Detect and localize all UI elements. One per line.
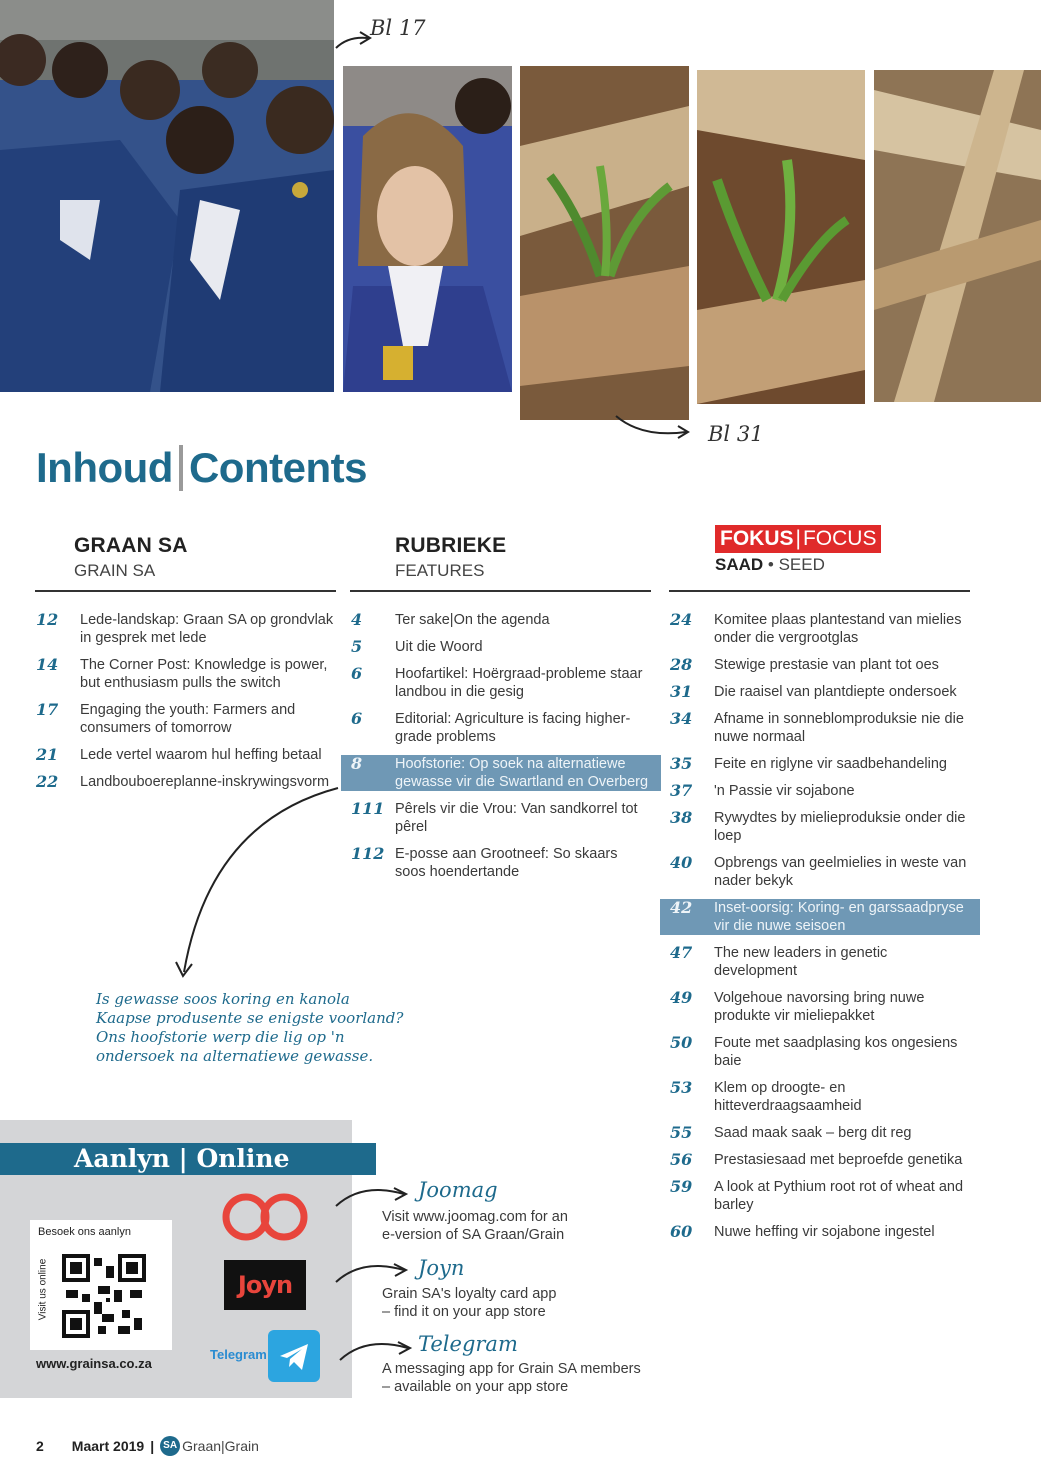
toc-page-number: 40 (670, 853, 693, 872)
pub-right: Grain (224, 1438, 259, 1454)
telegram-desc-line1: A messaging app for Grain SA members (382, 1361, 641, 1377)
issue-date: Maart 2019 (71, 1438, 145, 1454)
toc-page-number: 28 (670, 655, 693, 674)
toc-title: Hoofstorie: Op soek na alternatiewe gewasse vir die Swartland en Overberg (395, 756, 649, 790)
toc-page-number: 50 (670, 1033, 693, 1052)
arrow-icon (332, 1256, 412, 1286)
toc-page-number: 35 (670, 754, 693, 773)
toc-page-number: 55 (670, 1123, 693, 1142)
page-footer (36, 1436, 259, 1456)
qr-label: Besoek ons aanlyn (38, 1226, 131, 1238)
online-title: Aanlyn | Online (0, 1143, 376, 1175)
rubrieke-heading (395, 534, 506, 581)
title-contents: Contents (188, 444, 367, 491)
sa-logo-icon: SA (160, 1436, 180, 1456)
toc-entry[interactable] (351, 710, 651, 746)
telegram-logo-icon[interactable] (268, 1330, 320, 1382)
toc-title: Inset-oorsig: Koring- en garssaadpryse vir die nuwe seisoen (714, 900, 964, 934)
toc-page-number: 4 (351, 610, 363, 629)
toc-entry[interactable] (670, 656, 970, 674)
toc-entry[interactable] (660, 899, 980, 935)
toc-page-number: 34 (670, 709, 693, 728)
graan-title: GRAAN SA (74, 534, 188, 557)
telegram-name[interactable]: Telegram (418, 1332, 518, 1356)
toc-title: Hoofartikel: Hoërgraad-probleme staar landbou in die gesig (395, 666, 643, 700)
toc-entry[interactable] (351, 800, 651, 836)
footer-separator: | (150, 1438, 155, 1454)
fokus-subtitle (715, 555, 881, 575)
toc-entry[interactable] (670, 611, 970, 647)
toc-title: Editorial: Agriculture is facing higher-grade problems (395, 711, 631, 745)
graan-list (36, 611, 336, 800)
toc-page-number: 47 (670, 943, 693, 962)
publication-name: Graan|Grain (182, 1438, 259, 1454)
toc-page-number: 22 (36, 772, 59, 791)
seedling-photo-2 (697, 70, 865, 404)
title-inhoud: Inhoud (36, 444, 173, 491)
toc-entry[interactable] (670, 1034, 970, 1070)
toc-entry[interactable] (670, 683, 970, 701)
fokus-badge-right: FOCUS (802, 527, 877, 550)
toc-entry[interactable] (670, 1223, 970, 1241)
toc-entry[interactable] (670, 944, 970, 980)
page-title (36, 444, 367, 492)
joyn-desc-line1: Grain SA's loyalty card app (382, 1286, 557, 1302)
toc-title: Uit die Woord (395, 639, 483, 655)
toc-title: Klem op droogte- en hitteverdraagsaamheid (714, 1080, 862, 1114)
toc-title: Prestasiesaad met beproefde genetika (714, 1152, 963, 1168)
toc-entry[interactable] (670, 1178, 970, 1214)
toc-page-number: 60 (670, 1222, 693, 1241)
toc-page-number: 6 (351, 664, 363, 683)
toc-title: Lede vertel waarom hul heffing betaal (80, 747, 322, 763)
toc-entry[interactable] (36, 701, 336, 737)
toc-page-number: 112 (351, 844, 385, 863)
joomag-name[interactable]: Joomag (418, 1178, 498, 1202)
toc-title: Nuwe heffing vir sojabone ingestel (714, 1224, 935, 1240)
joomag-desc-line2: e-version of SA Graan/Grain (382, 1227, 565, 1243)
rubrieke-title: RUBRIEKE (395, 534, 507, 557)
toc-title: 'n Passie vir sojabone (714, 783, 855, 799)
callout-arrow-icon (170, 782, 345, 982)
toc-title: A look at Pythium root rot of wheat and barley (714, 1179, 964, 1213)
toc-title: Foute met saadplasing kos ongesiens baie (714, 1035, 958, 1069)
toc-page-number: 56 (670, 1150, 693, 1169)
toc-entry[interactable] (670, 710, 970, 746)
toc-title: Stewige prestasie van plant tot oes (714, 657, 939, 673)
toc-entry[interactable] (670, 1151, 970, 1169)
toc-title: Pêrels vir die Vrou: Van sandkorrel tot pêrel (395, 801, 638, 835)
divider (350, 590, 651, 592)
toc-entry[interactable] (670, 854, 970, 890)
joomag-desc (382, 1208, 568, 1244)
toc-page-number: 14 (36, 655, 59, 674)
rubrieke-subtitle: FEATURES (395, 561, 485, 580)
graan-heading (74, 534, 188, 581)
toc-entry[interactable] (670, 1079, 970, 1115)
toc-page-number: 49 (670, 988, 693, 1007)
graan-subtitle: GRAIN SA (74, 561, 156, 580)
toc-entry[interactable] (36, 746, 336, 764)
arrow-icon (612, 412, 692, 442)
joyn-logo-icon[interactable]: Joyn (224, 1260, 306, 1310)
fokus-list (670, 611, 970, 1250)
toc-page-number: 5 (351, 637, 363, 656)
toc-title: Lede-landskap: Graan SA op grondvlak in gesprek met lede (80, 612, 334, 646)
stalks-photo (874, 70, 1041, 402)
joyn-desc (382, 1285, 556, 1321)
toc-page-number: 24 (670, 610, 693, 629)
toc-title: Engaging the youth: Farmers and consumers of tomorrow (80, 702, 296, 736)
toc-title: Volgehoue navorsing bring nuwe produkte vir mieliepakket (714, 990, 925, 1024)
telegram-desc (382, 1360, 641, 1396)
callout-text: Is gewasse soos koring en kanola Kaapse produsente se enigste voorland? Ons hoofstorie werp die lig op 'n ondersoek na alternatiewe gewasse. (96, 990, 404, 1065)
toc-page-number: 31 (670, 682, 693, 701)
divider (35, 590, 336, 592)
toc-entry[interactable] (351, 665, 651, 701)
telegram-label: Telegram (210, 1347, 267, 1362)
joomag-desc-line1: Visit www.joomag.com for an (382, 1209, 568, 1225)
toc-entry[interactable] (670, 989, 970, 1025)
toc-page-number: 37 (670, 781, 693, 800)
toc-page-number: 12 (36, 610, 59, 629)
toc-entry[interactable] (351, 611, 651, 629)
toc-page-number: 8 (351, 754, 363, 773)
toc-title: Komitee plaas plantestand van mielies onder die vergrootglas (714, 612, 962, 646)
toc-entry[interactable] (36, 611, 336, 647)
toc-page-number: 59 (670, 1177, 693, 1196)
toc-title: Landbouboereplanne-inskrywingsvorm (80, 774, 330, 790)
fokus-heading (715, 525, 881, 575)
toc-entry[interactable] (36, 656, 336, 692)
toc-page-number: 42 (670, 898, 693, 917)
toc-title: Saad maak saak – berg dit reg (714, 1125, 912, 1141)
toc-entry[interactable] (341, 755, 661, 791)
qr-card[interactable] (30, 1220, 172, 1350)
qr-code-icon (62, 1254, 146, 1338)
fokus-badge (715, 525, 881, 553)
student-photo (343, 66, 512, 392)
toc-title: Opbrengs van geelmielies in weste van nader bekyk (714, 855, 967, 889)
toc-page-number: 21 (36, 745, 59, 764)
title-divider (179, 445, 183, 491)
arrow-icon (334, 28, 374, 52)
fokus-sub-sep: • (767, 555, 774, 574)
toc-title: Die raaisel van plantdiepte ondersoek (714, 684, 957, 700)
telegram-desc-line2: – available on your app store (382, 1379, 569, 1395)
toc-title: Rywydtes by mielieproduksie onder die loep (714, 810, 966, 844)
toc-title: Feite en riglyne vir saadbehandeling (714, 756, 947, 772)
toc-entry[interactable] (351, 638, 651, 656)
toc-page-number: 38 (670, 808, 693, 827)
page-number: 2 (36, 1438, 44, 1454)
toc-page-number: 53 (670, 1078, 693, 1097)
students-photo-large (0, 0, 334, 392)
toc-page-number: 17 (36, 700, 59, 719)
toc-entry[interactable] (351, 845, 651, 881)
toc-entry[interactable] (670, 755, 970, 773)
joyn-name[interactable]: Joyn (418, 1256, 465, 1280)
divider (669, 590, 970, 592)
toc-entry[interactable] (670, 1124, 970, 1142)
toc-title: Afname in sonneblomproduksie nie die nuwe normaal (714, 711, 964, 745)
fokus-badge-divider: | (795, 527, 801, 550)
website-url[interactable]: www.grainsa.co.za (36, 1356, 152, 1371)
toc-title: Ter sake|On the agenda (395, 612, 550, 628)
arrow-icon (332, 1180, 412, 1210)
fokus-sub-light: SEED (778, 555, 825, 574)
fokus-sub-bold: SAAD (715, 555, 764, 574)
toc-page-number: 6 (351, 709, 363, 728)
toc-title: The Corner Post: Knowledge is power, but enthusiasm pulls the switch (80, 657, 328, 691)
toc-title: E-posse aan Grootneef: So skaars soos hoendertande (395, 846, 618, 880)
rubrieke-list (351, 611, 651, 890)
fokus-badge-left: FOKUS (720, 527, 794, 550)
seedling-photo-1 (520, 66, 689, 420)
joomag-logo-icon[interactable] (220, 1190, 310, 1244)
pub-left: Graan (182, 1438, 222, 1454)
toc-page-number: 111 (351, 799, 385, 818)
toc-entry[interactable] (670, 782, 970, 800)
page-ref-bottom: Bl 31 (708, 422, 764, 446)
joyn-desc-line2: – find it on your app store (382, 1304, 546, 1320)
toc-title: The new leaders in genetic development (714, 945, 888, 979)
page-ref-top: Bl 17 (370, 16, 426, 40)
qr-side-label: Visit us online (37, 1258, 49, 1321)
toc-entry[interactable] (670, 809, 970, 845)
